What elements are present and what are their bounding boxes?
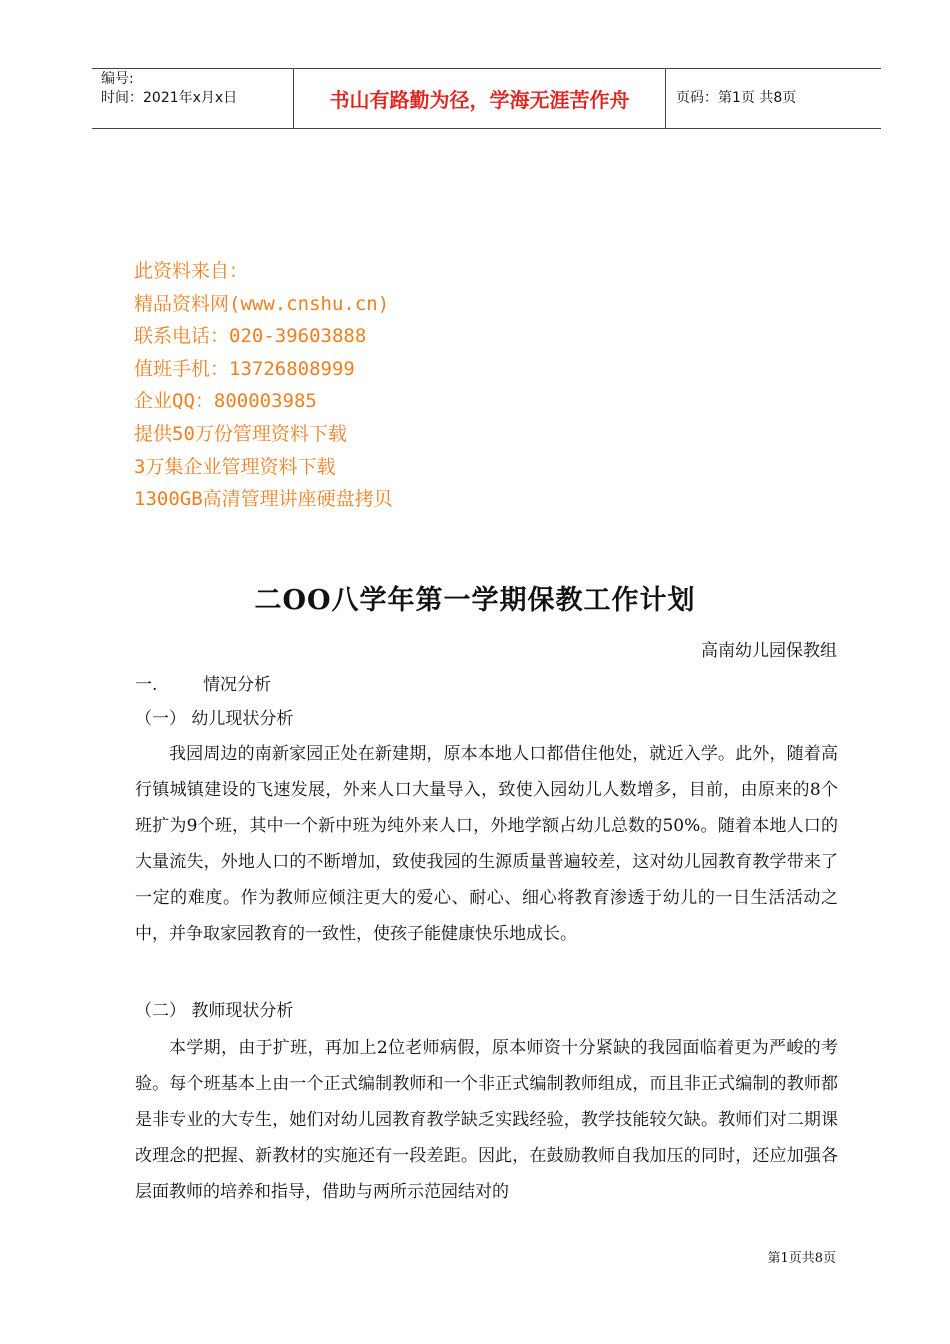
footer-page-number: 第1页共8页 — [767, 1251, 836, 1266]
ad-line: 1300GB高清管理讲座硬盘拷贝 — [134, 488, 393, 511]
header-code-label: 编号: — [101, 71, 134, 87]
header-divider-right — [665, 68, 666, 129]
ad-line: 联系电话：020-39603888 — [134, 325, 367, 348]
header-meta — [101, 70, 237, 108]
ad-line: 此资料来自： — [134, 260, 249, 282]
section-number: 一. — [135, 675, 158, 695]
document-title: 二OO八学年第一学期保教工作计划 — [254, 585, 696, 616]
header-time-label: 时间：2021年x月x日 — [101, 90, 238, 106]
ad-line: 值班手机：13726808999 — [134, 357, 355, 380]
section-title: 情况分析 — [203, 675, 271, 695]
subsection-heading-1: （一） 幼儿现状分析 — [135, 709, 294, 729]
document-org: 高南幼儿园保教组 — [701, 641, 837, 661]
paragraph-children-analysis: 我园周边的南新家园正处在新建期，原本本地人口都借住他处，就近入学。此外，随着高行镇城镇建设的飞速发展，外来人口大量导入，致使入园幼儿人数增多，目前，由原来的8个班扩为9个班，其中一个新中班为纯外来人口，外地学额占幼儿总数的50%。随着本地人口的大量流失，外地人口的不断增加，致使我园的生源质量普遍较差，这对幼儿园教育教学带来了一定的难度。作为教师应倾注更大的爱心、耐心、细心将教育渗透于幼儿的一日生活活动之中，并争取家园教育的一致性，使孩子能健康快乐地成长。 — [135, 744, 838, 944]
ad-line: 提供50万份管理资料下载 — [134, 422, 347, 445]
header-motto: 书山有路勤为径，学海无涯苦作舟 — [329, 88, 630, 112]
ad-line: 精品资料网(www.cnshu.cn) — [134, 292, 390, 315]
paragraph-teacher-analysis: 本学期，由于扩班，再加上2位老师病假，原本师资十分紧缺的我园面临着更为严峻的考验。每个班基本上由一个正式编制教师和一个非正式编制教师组成，而且非正式编制的教师都是非专业的大专生，她们对幼儿园教育教学缺乏实践经验，教学技能较欠缺。教师们对二期课改理念的把握、新教材的实施还有一段差距。因此，在鼓励教师自我加压的同时，还应加强各层面教师的培养和指导，借助与两所示范园结对的 — [135, 1038, 838, 1202]
ad-line: 企业QQ：800003985 — [134, 390, 317, 413]
section-heading — [135, 668, 271, 702]
ad-block — [134, 255, 393, 516]
header-page-info: 页码：第1页 共8页 — [676, 90, 797, 106]
ad-line: 3万集企业管理资料下载 — [134, 455, 336, 478]
subsection-heading-2: （二） 教师现状分析 — [135, 1001, 294, 1021]
